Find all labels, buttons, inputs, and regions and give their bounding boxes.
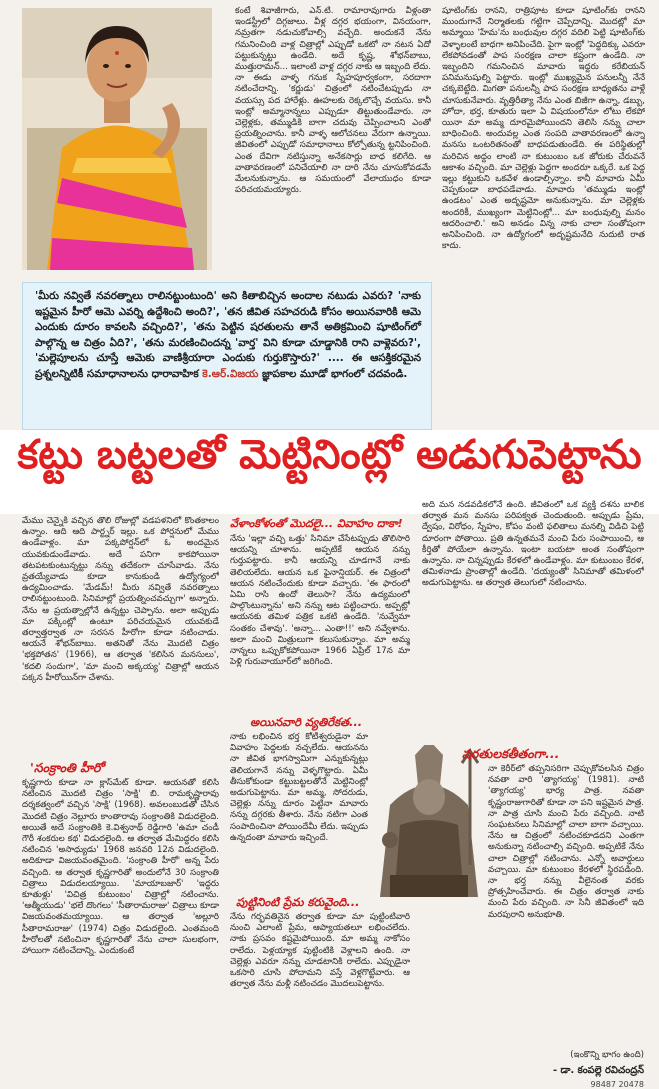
author-signature: - డా. కంపల్లె రవిచంద్రన్ [553, 1065, 644, 1077]
column-3-body: నా కెరీర్‌లో తప్పనిసరిగా చెప్పుకోవలసిన చిత్రం నవతా వారి 'త్యాగయ్య' (1981). నాటి 'త్యాగయ్య' భార్య పాత్ర. నవతా కృష్ణంరాజుగారితో కూడా నా పని ఇష్టమైన పాత్ర. నా పాత్ర చూసి మంచి పేరు వచ్చింది. నాటి సంఘటనలు సినిమాల్లో చాలా బాగా వచ్చాయి. నేను ఆ చిత్రంలో నటించకూడదని ఎంతగా అనుకున్నా నటించాల్సి వచ్చింది. అప్పటికే నేను చాలా చిత్రాల్లో నటించాను. ఎన్నో అవార్డులు వచ్చాయి. మా కుటుంబం కేరళలో స్థిరపడింది. నా భర్త నన్ను వీలైనంత వరకు ప్రోత్సహించేవారు. ఈ చిత్రం తర్వాత నాకు మంచి పేరు వచ్చింది. నా సినీ జీవితంలో ఇది మరపురాని అనుభూతి. [488, 764, 644, 920]
subhead-marriage: వేళాంకోళంతో మొదలై... వివాహం దాకా! [230, 517, 403, 530]
quote-box [22, 282, 432, 430]
author-phone: 98487 20478 [590, 1080, 644, 1089]
column-1-intro: మేము చెన్నైకి వచ్చిన తొలి రోజుల్లో వడపళనిలో కొంతకాలం ఉన్నాం. ఆది ఆది పార్ట్నర్ ఇల్లు. ఒక పోర్షనులో మేము ఉండేవాళ్లం. మా పక్కపోర్షన్‌లో ఓ అందమైన యువకుడుండేవాడు. అదే పనిగా కాకపోయినా తటపటకుంటున్నట్టు నన్ను తదేకంగా చూసేవాడు. నేను వ్రతయ్యేవాడు కూడా కానుకుండి ఉద్యోగ్యంలో ఉద్యమించాడు. 'మేడమ్! మీరు నవ్వితే నవరత్నాలు రాలినట్టుంటుంది. సినిమాల్లో ప్రయత్నించవచ్చుగా' అన్నారు. నేను ఆ ప్రయత్నాల్లోనే ఉన్నట్టు చెప్పాను. అలా అప్పుడు మా పక్కింట్లో ఉంటూ పరిచయమైన యువకుడే తర్వాత్తర్వాత నా సరసన హీరోగా కూడా నటించాడు. ఆయనే శోభన్‌బాబు. అతనితో నేను మొదటి చిత్రం 'భక్తపోతన' (1966), ఆ తర్వాత 'కలిసిన మనసులు', 'కదలి సందుగా', 'మా మంచి అక్కయ్య' చిత్రాల్లో ఆయన పక్కన హీరోయిన్‌గా చేశాను. [22, 516, 219, 683]
top-column-a: కంటే శివాజీగారు, ఎన్.టి. రామారావుగారు వీళ్లంతా ఇండస్ట్రీలో దిగ్గజాలు. వీళ్ల దగ్గర భయంగా, వినయంగా, నమ్రతగా నడుచుకోవాల్సి వచ్చేది. అందుకనే నేను గమనించింది వాళ్ల చిత్రాల్లో ఎప్పుడో ఒకటో నా నటన ఏదో పట్టుకున్నట్టు ఉండేది. అదే కృష్ణ, శోభన్‌బాబు, ముత్తురామన్... ఇలాంటి వాళ్ల దగ్గర నాకు ఆ ఇబ్బంది లేదు. నా ఈడు వాళ్ళ గనుక స్నేహపూర్వకంగా, సరదాగా నటించేదాన్ని. 'కర్ణుడు' చిత్రంలో నటించేటప్పుడు నా వయస్సు పద హారేళ్లు. ఊహలకు రెక్కలొచ్చే వయసు. కానీ ఇంట్లో అమ్మానాన్నలు ఎప్పుడూ తిట్టుతుండేవారు. నా చెల్లెళ్లకు, తమ్ముడికి బాగా చదువు చెప్పించాలని ఎంతో ప్రయత్నించాను. కానీ వాళ్ళ ఆలోచనలు వేరుగా ఉన్నాయి. జీవితంలో ఎప్పుడో సమాధానాలు కోల్పోతున్న ట్టనిపించింది. ఎంత దేవిగా నటిస్తున్నా అనేకసార్లు బాధ కలిగేది. ఆ వాతావరణంలో పనిచేయాలి నా దారి నేను చూసుకోవడమే మేలనుకున్నాను. ఆ సమయంలో వేలాయుధం కూడా పరిచయమయ్యారు. [235, 6, 431, 196]
column-1 [22, 516, 219, 1070]
column-2-body-2: నాకు లభించిన భర్త కోటీశ్వరుడైనా మా వివాహం పెద్దలకు నచ్చలేదు. ఆయనను నా జీవిత భాగస్వామిగా ఎన్నుకున్నట్లు తెలియగానే నన్ను వెళ్ళగొట్టారు. ఏమీ తీసుకోకుండా కట్టుబట్టలతోనే మెట్టినింట్లో అడుగుపెట్టాను. మా అమ్మ, సోదరుడు, చెల్లెళ్లు నన్ను దూరం పెట్టినా మావారు నన్ను దగ్గరకు తీశారు. నేను నటిగా ఎంత సంపాదించినా పోయిందేమీ లేదు. ఇప్పుడు ఉన్నదంతా మావారు ఇచ్చిందే. [230, 732, 368, 843]
portrait-photo [22, 8, 212, 270]
column-2-body-3: నేను గర్భవతినైన తర్వాత కూడా మా పుట్టింటివారి నుంచి ఎలాంటి ప్రేమ, ఆప్యాయతలూ లభించలేదు. నాకు ప్రసవం కష్టమైపోయింది. మా అమ్మ నాకోసం రాలేదు. పెళ్లయ్యాక పుట్టింటికి వెళ్లాలని ఉంది. నా చెల్లెళ్లు ఎవరూ నన్ను చూడటానికి రాలేదు. ఎప్పుడైనా ఒకసారి చూసి పోదామని వస్తే వెళ్లగొట్టేవారు. ఆ తర్వాత నేను మళ్లీ నటించడం మొదలుపెట్టాను. [230, 912, 410, 990]
continued-note: (ఇంకొన్ని భాగం ఉంది) [570, 1050, 644, 1060]
column-2-body-1: నేను 'ఇల్లా వచ్చి ఒత్తు' సినిమా చేసేటప్పుడు తొలిసారి ఆయన్ని చూశాను. అప్పటికే ఆయన నన్ను గుర్తుపట్టారు. కానీ ఆయన్ని చూడగానే నాకు తెలియలేదు. ఆయన ఒక ఫైనాన్షియర్. ఈ చిత్రంలో ఆయన నటించేందుకు కూడా వచ్చారు. 'ఈ ఫారంలో ఏమి రాసి ఉందో తెలుసా? నేను ఉద్యమంలో పాల్గొంటున్నాను' అని నన్ను ఆట పట్టించారు. అప్పట్లో ఆయనకు తమిళ పత్రిక ఒకటి ఉండేది. 'నువ్వేమా సంతకం చేశావు'. 'అన్నా... ఎంతా!!' అని నవ్వేశాను. అలా మంచి మిత్రులుగా కలుసుకున్నాం. మా అమ్మ నాన్నలు ఒప్పుకోకపోయినా 1966 ఏప్రిల్ 17న మా పెళ్లి గురువాయూర్‌లో జరిగింది. [230, 534, 410, 668]
column-3 [422, 500, 644, 1089]
quote-text: 'మీరు నవ్వితే నవరత్నాలు రాలినట్టుంటుంది' అని కితాబిచ్చిన అందాల నటుడు ఎవరు? 'నాకు ఇష్టమైన హీరో ఆమె ఎవర్ని ఉద్దేశించి అంది?', 'తన జీవిత సహచరుడి కోసం అయినవారికి ఆమె ఎందుకు దూరం కావలసి వచ్చింది?', 'తను పెట్టిన షరతులను తానే అతిక్రమించి షూటింగ్‌లో పాల్గొన్న ఆ చిత్రం ఏది?', 'తను మరణించిందన్న 'వార్త' విని కూడా చూడ్డానికి రాని వాళ్లెవరు?', 'మల్లెపూలను చూస్తే ఆమెకు వాణిశ్రీయారా ఎందుకు గుర్తుకొస్తారు?' .... ఈ ఆసక్తికరమైన ప్రశ్నలన్నిటికీ సమాధానాలను ధారావాహిక [35, 290, 421, 380]
column-3-intro: అది మన నడవడికలోనే ఉంది. జీవితంలో ఒక వ్యక్తి దశను బాలిక తర్వాత మన మనసు పరిపక్వత చెందుతుంది. అప్పుడు ప్రేమ, ద్వేషం, విరోధం, స్నేహం, కోపం వంటి ఫలితాలు మనల్ని విడిచి పెట్టి దూరంగా పోతాయి. ప్రతి ఉన్నతమనే మంచి పేరు సంపాయించి, ఆ కీర్తితో పోయేలా ఉన్నాను. ఇంటా బయటా అంత సంతోషంగా ఉన్నాను. నా చిన్నప్పుడు కేరళలో ఉండేవాళ్లం. మా కుటుంబం కేరళ, తమిళనాడు ప్రాంతాల్లో ఉండేది. 'దయ్యంతో' సినిమాతో తమిళంలో అడుగుపెట్టాను. ఆ తర్వాత తెలుగులో నటించాను. [422, 500, 644, 589]
quote-author: కె.ఆర్.విజయ [202, 367, 259, 380]
headline: కట్టు బట్టలతో మెట్టినింట్లో అడుగుపెట్టాను [17, 432, 642, 478]
quote-tail: జ్ఞాపకాల మూడో భాగంలో చదవండి. [262, 367, 408, 380]
subhead-opposition: అయినవారి వ్యతిరేకత... [250, 715, 363, 729]
subhead-maternal-love: పుట్టినింటి ప్రేమ కరువైంది... [236, 895, 360, 909]
subhead-conditions: షరతులకతీతంగా... [462, 746, 560, 761]
subhead-sankranti-hero: 'సంక్రాంతి హీరో' [30, 760, 107, 775]
column-1-body: కృష్ణగారు కూడా నా క్లాస్‌మేట్ కూడా. ఆయనతో కలిసి నటించిన మొదటి చిత్రం 'సాక్షి' బి. రామకృష్ణారావు దర్శకత్వంలో వచ్చిన 'సాక్షి' (1968). అవలంబుడతో చేసిన మొదటి చిత్రం నెల్లూరు కాంతారావు సంక్రాంతికి విడుదలైంది. అయితే అదే సంక్రాంతికి కె.విశ్వనాథ్ రెడ్డిగారి 'ఉమా చండీ గౌరీ శంకరుల కథ' విడుదలైంది. ఆ తర్వాత మేమిద్దరం కలిసి నటించిన 'అసాధ్యుడు' 1968 జనవరి 12న విడుదలైంది. అదికూడా విజయవంతమైంది. 'సంక్రాంతి హీరో' అన్న పేరు వచ్చింది. ఆ తర్వాత కృష్ణగారితో అందులోనే 30 సంక్రాంతి చిత్రాలు విడుదలయ్యాయి. 'మాయాబజార్' 'ఇద్దరు కూతుళ్లు' 'విచిత్ర కుటుంబం' చిత్రాల్లో నటించాను. 'ఆత్మీయుడు' 'భలే దొంగలు' 'సీతారామరాజు' చిత్రాలు కూడా విజయవంతమయ్యాయి. ఆ తర్వాత 'అల్లూరి సీతారామరాజు' (1974) చిత్రం విడుదలైంది. ఎంతమంది హీరోలతో నటించినా కృష్ణగారితో నేను చాలా సులభంగా, హాయిగా నటించేదాన్ని. ఎందుకంటే [22, 778, 219, 957]
top-column-b: షూటింగ్‌కు రానని, రాత్రిపూట కూడా షూటింగ్‌కు రానని ముందుగానే నిర్మాతలకు గట్టిగా చెప్పేదాన్ని. మొదట్లో మా అమ్మాయి 'హేమ'ను బంధువుల దగ్గర వదిలి పెట్టి షూటింగ్‌కు వెళ్ళాలంటే బాధగా అనిపించేది. పైగా ఇంట్లో 'పెద్దదిక్కు ఎవరూ లేకపోవడంతో పాప సంరక్షణ చాలా కష్టంగా ఉండేది. నా ఇబ్బందిని గమనించిన మావారు ఇద్దరు కరేబియన్ పనిమనుషుల్ని పెట్టారు. ఇంట్లో ముఖ్యమైన పనులన్నీ నేనే చక్కబెట్టేది. మిగతా పనులన్నీ పాప సంరక్షణ బాధ్యతను వాళ్లే చూసుకునేవారు. వృత్తిరీత్యా నేను ఎంత బిజీగా ఉన్నా, డబ్బు, హోదా, భర్త, కూతురు ఇలా ఏ విషయంలోనూ లోటు లేకపో యినా మా అమ్మ దూరమైపోయిందని తెలిసి నన్ను చాలా బాధించింది. అందువల్ల ఎంత సంపది వాతావరణంలో ఉన్నా మనసు ఒంటరితనంతో బాధపడుతుండేది. ఈ పరిస్థితుల్లో మరిచిన అద్దం లాంటి నా కుటుంబం ఒక జోరుకు చేరువనే ఆకాశం వచ్చింది. మా చెల్లెళ్లు పెద్దగా అందరూ ఒక్కరే. ఒక పెద్ద ఇల్లు కట్టుకుని ఒకవేళ ఉండాల్సిన్నాం. కానీ మావారు ఏమీ చెప్పకుండా బాధపడేవాడు. మావారు 'తమ్ముడు ఇంట్లో ఉండటం' ఎంత అదృష్టమో అనుకున్నాను. మా చెల్లెళ్లకు అందరికీ, ముఖ్యంగా మెట్టినింట్లో... మా బంధువుల్ని మనం ఆదరించాలి.' అని అనడం విన్న నాకు చాలా సంతోషంగా అనిపించింది. నా ఉద్యోగంలో అదృష్టమనేది నుదుటి రాత కాదు. [442, 6, 645, 252]
